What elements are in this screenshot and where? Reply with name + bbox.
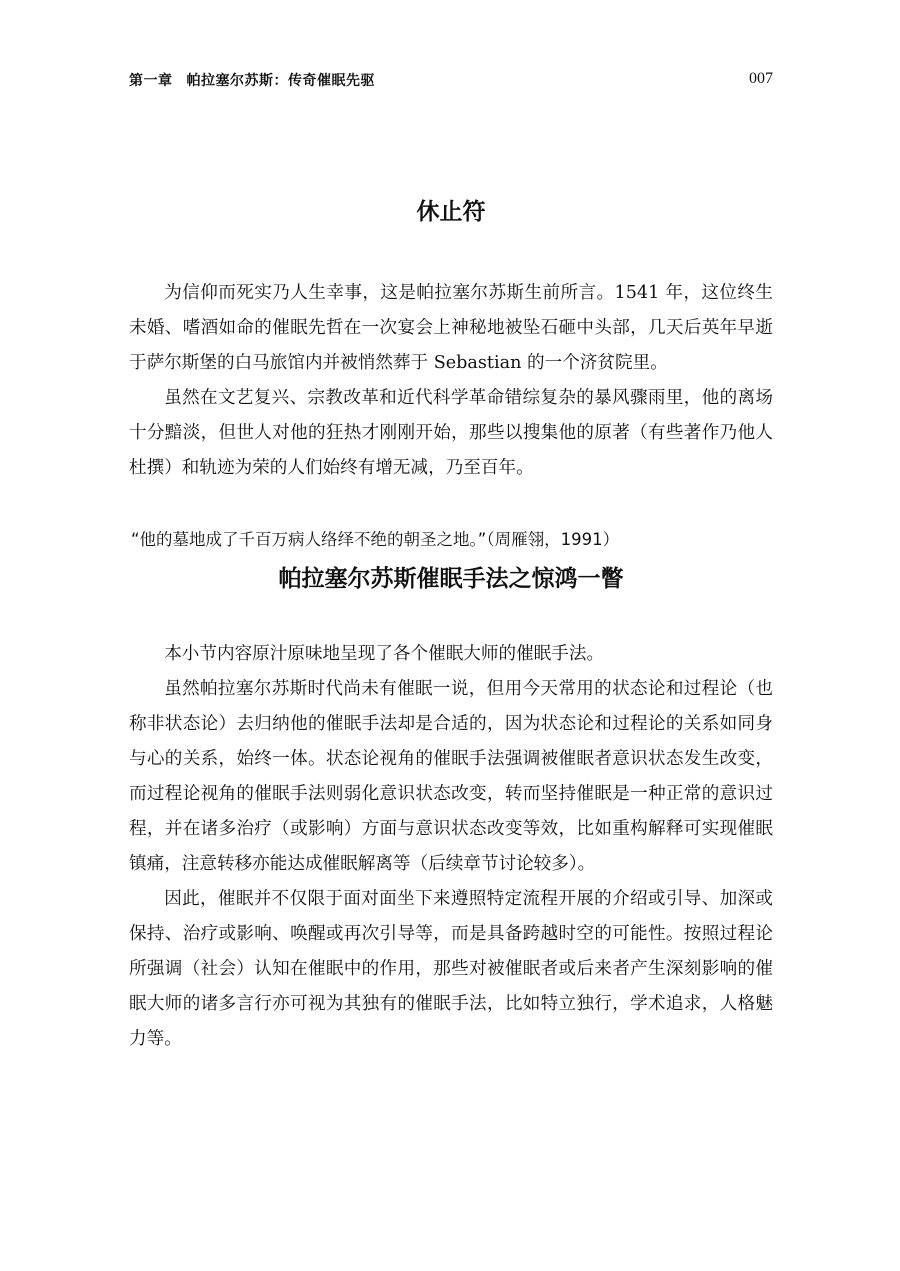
page-body [129,190,773,1057]
section-title-techniques: 帕拉塞尔苏斯催眠手法之惊鸿一瞥 [278,566,624,592]
paragraph: 为信仰而死实乃人生幸事，这是帕拉塞尔苏斯生前所言。1541 年，这位终生未婚、嗜酒如命的催眠先哲在一次宴会上神秘地被坠石砸中头部，几天后英年早逝于萨尔斯堡的白马旅馆内并被悄然葬于 Sebastian 的一个济贫院里。 [129,283,773,373]
paragraph: 虽然在文艺复兴、宗教改革和近代科学革命错综复杂的暴风骤雨里，他的离场十分黯淡，但世人对他的狂热才刚刚开始，那些以搜集他的原著（有些著作乃他人杜撰）和轨迹为荣的人们始终有增无减，乃至百年。 [129,388,773,478]
chapter-heading [129,70,375,90]
running-header [129,70,773,94]
chapter-title: 帕拉塞尔苏斯：传奇催眠先驱 [186,73,375,89]
paragraph: 虽然帕拉塞尔苏斯时代尚未有催眠一说，但用今天常用的状态论和过程论（也称非状态论）去归纳他的催眠手法却是合适的，因为状态论和过程论的关系如同身与心的关系，始终一体。状态论视角的催眠手法强调被催眠者意识状态发生改变，而过程论视角的催眠手法则弱化意识状态改变，转而坚持催眠是一种正常的意识过程，并在诸多治疗（或影响）方面与意识状态改变等效，比如重构解释可实现催眠镇痛，注意转移亦能达成催眠解离等（后续章节讨论较多）。 [129,679,773,874]
section-title-rest: 休止符 [416,199,486,225]
paragraph: 因此，催眠并不仅限于面对面坐下来遵照特定流程开展的介绍或引导、加深或保持、治疗或影响、唤醒或再次引导等，而是具备跨越时空的可能性。按照过程论所强调（社会）认知在催眠中的作用，那些对被催眠者或后来者产生深刻影响的催眠大师的诸多言行亦可视为其独有的催眠手法，比如特立独行，学术追求，人格魅力等。 [129,889,773,1049]
page-number: 007 [749,70,773,87]
paragraph: 本小节内容原汁原味地呈现了各个催眠大师的催眠手法。 [164,644,605,664]
block-quote: “他的墓地成了千百万病人络绎不绝的朝圣之地。”（周雁翎，1991） [131,530,620,549]
chapter-number: 第一章 [129,73,173,89]
